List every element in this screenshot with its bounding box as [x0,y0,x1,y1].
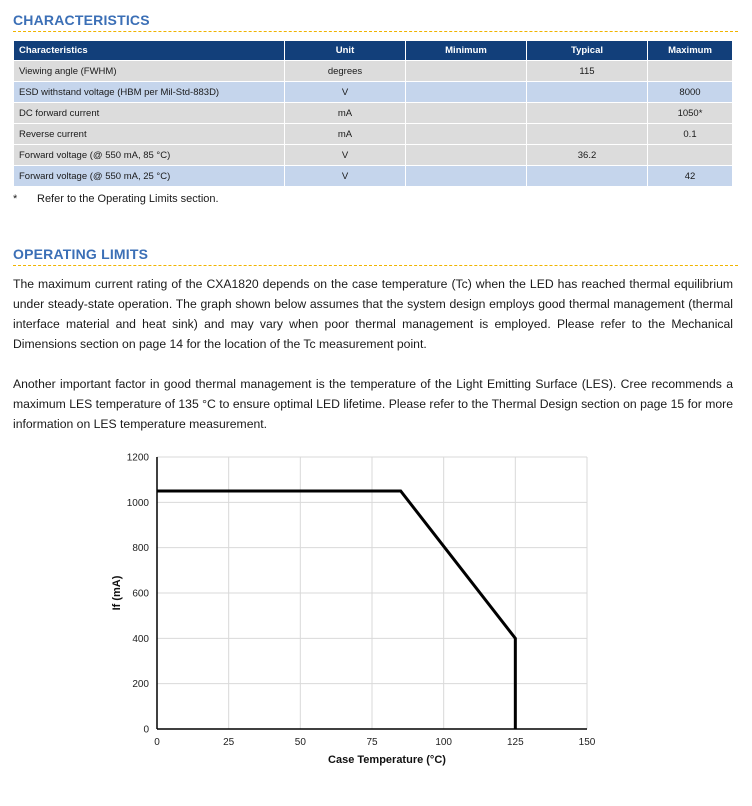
cell-minimum [406,166,527,187]
col-header-minimum: Minimum [406,41,527,61]
table-footnote [13,193,219,205]
cell-maximum: 42 [648,166,733,187]
table-row [14,145,733,166]
cell-unit: V [285,145,406,166]
x-tick-label: 50 [294,737,306,748]
cell-typical: 115 [527,61,648,82]
y-tick-label: 1200 [126,452,149,464]
cell-minimum [406,103,527,124]
x-tick-label: 25 [223,737,235,748]
derating-chart-svg [0,445,752,775]
cell-characteristic: ESD withstand voltage (HBM per Mil-Std-883D) [14,82,285,103]
cell-characteristic: DC forward current [14,103,285,124]
table-row [14,103,733,124]
y-tick-label: 800 [132,543,149,555]
cell-typical [527,82,648,103]
col-header-maximum: Maximum [648,41,733,61]
x-tick-label: 125 [506,737,524,748]
cell-characteristic: Forward voltage (@ 550 mA, 85 °C) [14,145,285,166]
cell-unit: mA [285,124,406,145]
cell-maximum: 8000 [648,82,733,103]
derating-curve-line [157,491,515,729]
cell-minimum [406,82,527,103]
characteristics-table [13,40,733,187]
footnote-marker: * [13,193,18,205]
table-row [14,124,733,145]
cell-maximum [648,61,733,82]
operating-limits-paragraph-1: The maximum current rating of the CXA1820 depends on the case temperature (Tc) when the LED has reached thermal equilibrium under steady-state operation. The graph shown below assumes that the system design employs good thermal management (thermal interface material and heat sink) and may vary when poor thermal management is employed. Please refer to the Mechanical Dimensions section on page 14 for the location of the Tc measurement point. [13,277,733,351]
y-tick-label: 600 [132,588,149,600]
x-tick-label: 100 [435,737,453,748]
table-header-row [14,41,733,61]
cell-unit: V [285,82,406,103]
y-tick-label: 1000 [126,497,149,509]
cell-maximum: 1050* [648,103,733,124]
cell-characteristic: Viewing angle (FWHM) [14,61,285,82]
table-row [14,61,733,82]
derating-chart [0,445,752,775]
y-tick-label: 0 [143,724,149,736]
cell-unit: V [285,166,406,187]
col-header-unit: Unit [285,41,406,61]
cell-typical [527,124,648,145]
cell-typical [527,166,648,187]
x-tick-label: 150 [578,737,596,748]
y-axis-label: If (mA) [111,575,123,611]
cell-minimum [406,124,527,145]
cell-minimum [406,61,527,82]
cell-typical [527,103,648,124]
cell-characteristic: Forward voltage (@ 550 mA, 25 °C) [14,166,285,187]
x-tick-label: 0 [154,737,160,748]
characteristics-heading: CHARACTERISTICS [13,12,738,32]
table-row [14,166,733,187]
footnote-text: Refer to the Operating Limits section. [37,193,219,205]
x-axis-label: Case Temperature (°C) [328,754,446,766]
y-tick-label: 400 [132,633,149,645]
cell-maximum [648,145,733,166]
operating-limits-paragraph-2: Another important factor in good thermal management is the temperature of the Light Emitting Surface (LES). Cree recommends a maximum LES temperature of 135 °C to ensure optimal LED lifetime. Please refer to the Thermal Design section on page 15 for more information on LES temperature measurement. [13,377,733,431]
y-tick-label: 200 [132,679,149,691]
cell-minimum [406,145,527,166]
cell-maximum: 0.1 [648,124,733,145]
operating-limits-heading: OPERATING LIMITS [13,246,738,266]
col-header-typical: Typical [527,41,648,61]
x-tick-label: 75 [366,737,378,748]
cell-characteristic: Reverse current [14,124,285,145]
cell-typical: 36.2 [527,145,648,166]
cell-unit: degrees [285,61,406,82]
col-header-characteristics: Characteristics [14,41,285,61]
cell-unit: mA [285,103,406,124]
table-row [14,82,733,103]
